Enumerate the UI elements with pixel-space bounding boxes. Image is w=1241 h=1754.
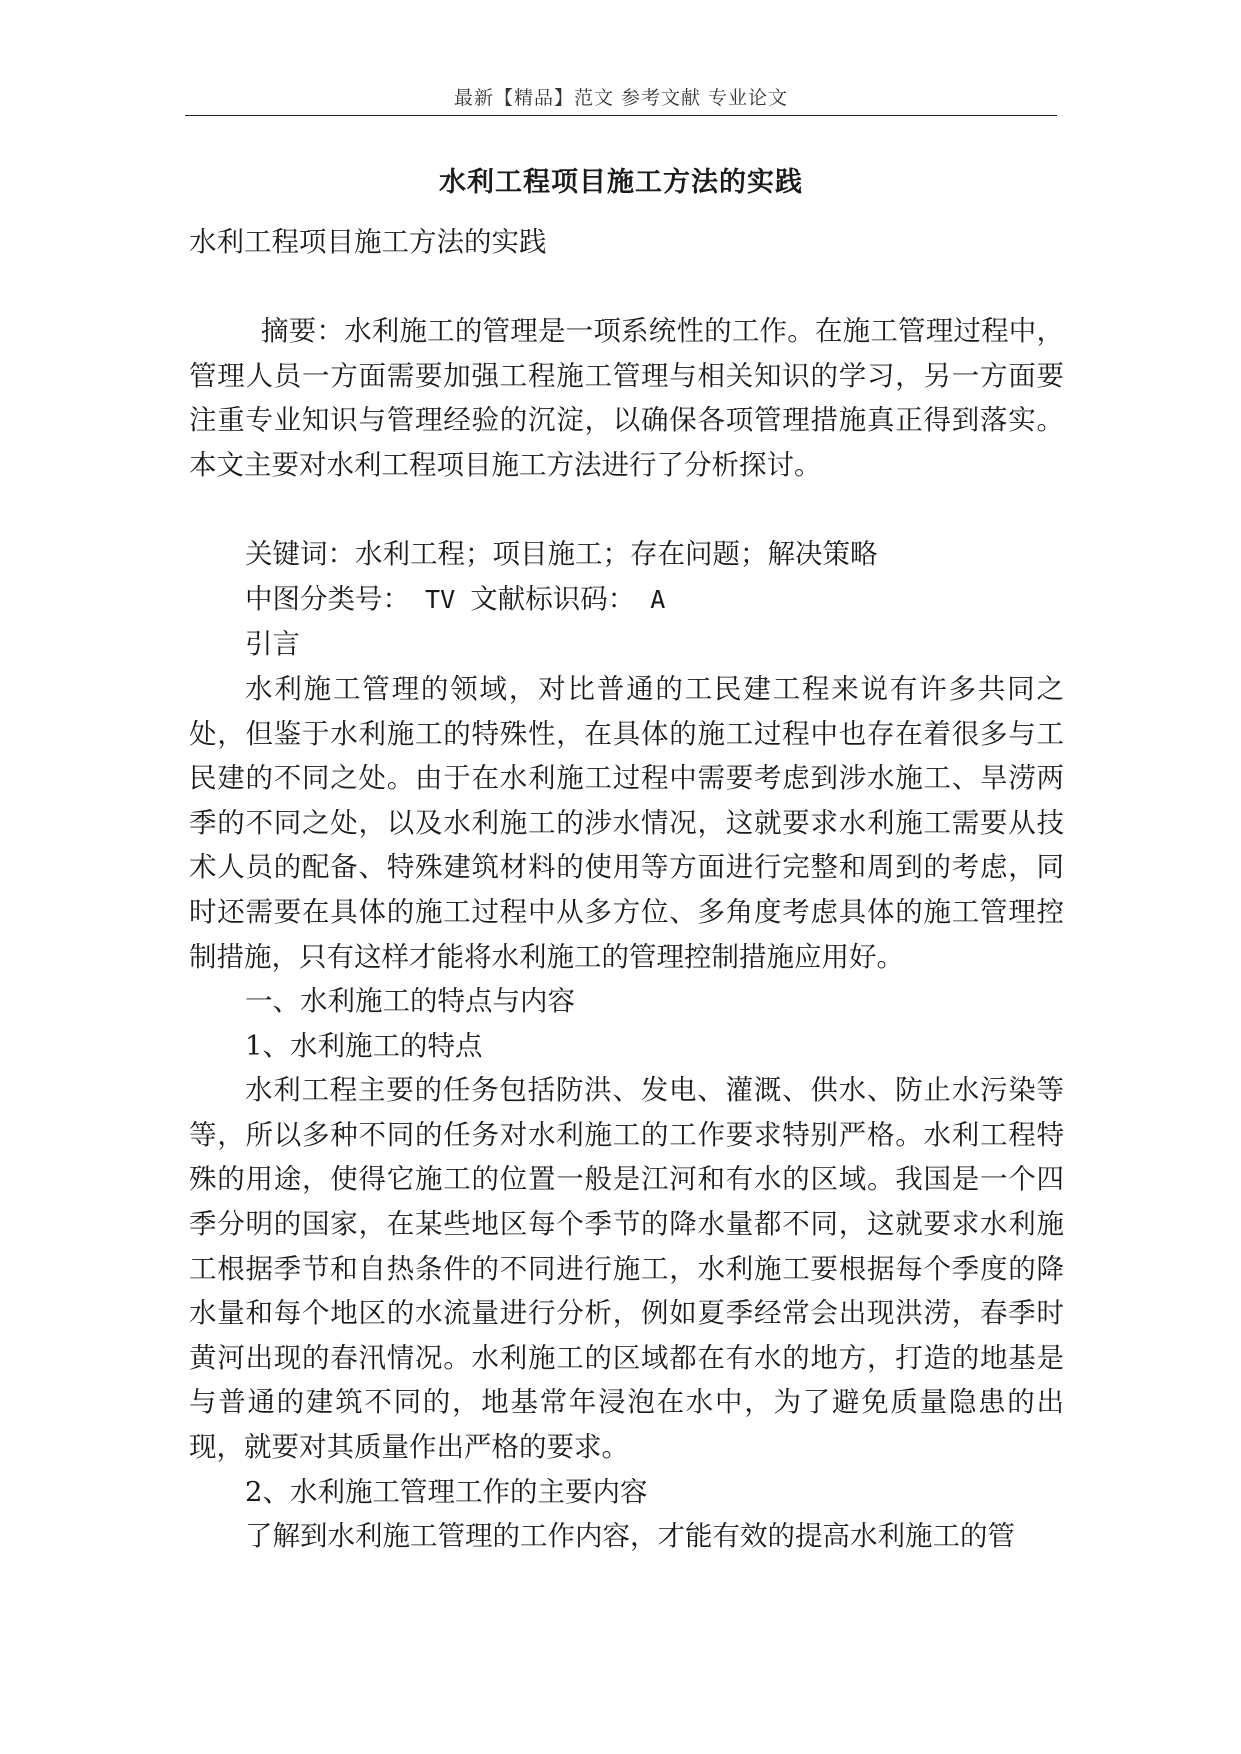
doc-id-value: A <box>635 584 666 614</box>
document-title: 水利工程项目施工方法的实践 <box>439 167 803 198</box>
doc-id-label: 文献标识码： <box>470 582 636 615</box>
classification-line <box>189 577 1064 623</box>
abstract-paragraph: 摘要：水利施工的管理是一项系统性的工作。在施工管理过程中，管理人员一方面需要加强工程施工管理与相关知识的学习，另一方面要注重专业知识与管理经验的沉淀，以确保各项管理措施真正得到落实。本文主要对水利工程项目施工方法进行了分析探讨。 <box>189 315 1064 481</box>
section-1-heading: 一、水利施工的特点与内容 <box>245 985 575 1018</box>
section-1-1-heading: 1、水利施工的特点 <box>245 1029 483 1062</box>
document-subtitle: 水利工程项目施工方法的实践 <box>189 226 547 258</box>
classification-value: TV <box>410 584 471 614</box>
classification-label: 中图分类号： <box>245 582 410 615</box>
section-1-2-paragraph: 了解到水利施工管理的工作内容，才能有效的提高水利施工的管 <box>245 1520 1015 1553</box>
section-1-2-heading: 2、水利施工管理工作的主要内容 <box>245 1475 648 1508</box>
running-header: 最新【精品】范文 参考文献 专业论文 <box>453 87 789 109</box>
document-body <box>189 220 1064 1559</box>
keywords-line: 关键词：水利工程；项目施工；存在问题；解决策略 <box>245 538 878 571</box>
section-1-1-paragraph: 水利工程主要的任务包括防洪、发电、灌溉、供水、防止水污染等等，所以多种不同的任务对水利施工的工作要求特别严格。水利工程特殊的用途，使得它施工的位置一般是江河和有水的区域。我国是一个四季分明的国家，在某些地区每个季节的降水量都不同，这就要求水利施工根据季节和自热条件的不同进行施工，水利施工要根据每个季度的降水量和每个地区的水流量进行分析，例如夏季经常会出现洪涝，春季时黄河出现的春汛情况。水利施工的区域都在有水的地方，打造的地基是与普通的建筑不同的，地基常年浸泡在水中，为了避免质量隐患的出现，就要对其质量作出严格的要求。 <box>189 1074 1064 1464</box>
intro-paragraph: 水利施工管理的领域，对比普通的工民建工程来说有许多共同之处，但鉴于水利施工的特殊性，在具体的施工过程中也存在着很多与工民建的不同之处。由于在水利施工过程中需要考虑到涉水施工、旱涝两季的不同之处，以及水利施工的涉水情况，这就要求水利施工需要从技术人员的配备、特殊建筑材料的使用等方面进行完整和周到的考虑，同时还需要在具体的施工过程中从多方位、多角度考虑具体的施工管理控制措施，只有这样才能将水利施工的管理控制措施应用好。 <box>189 672 1064 973</box>
header-divider <box>185 115 1057 116</box>
intro-heading: 引言 <box>245 628 300 661</box>
